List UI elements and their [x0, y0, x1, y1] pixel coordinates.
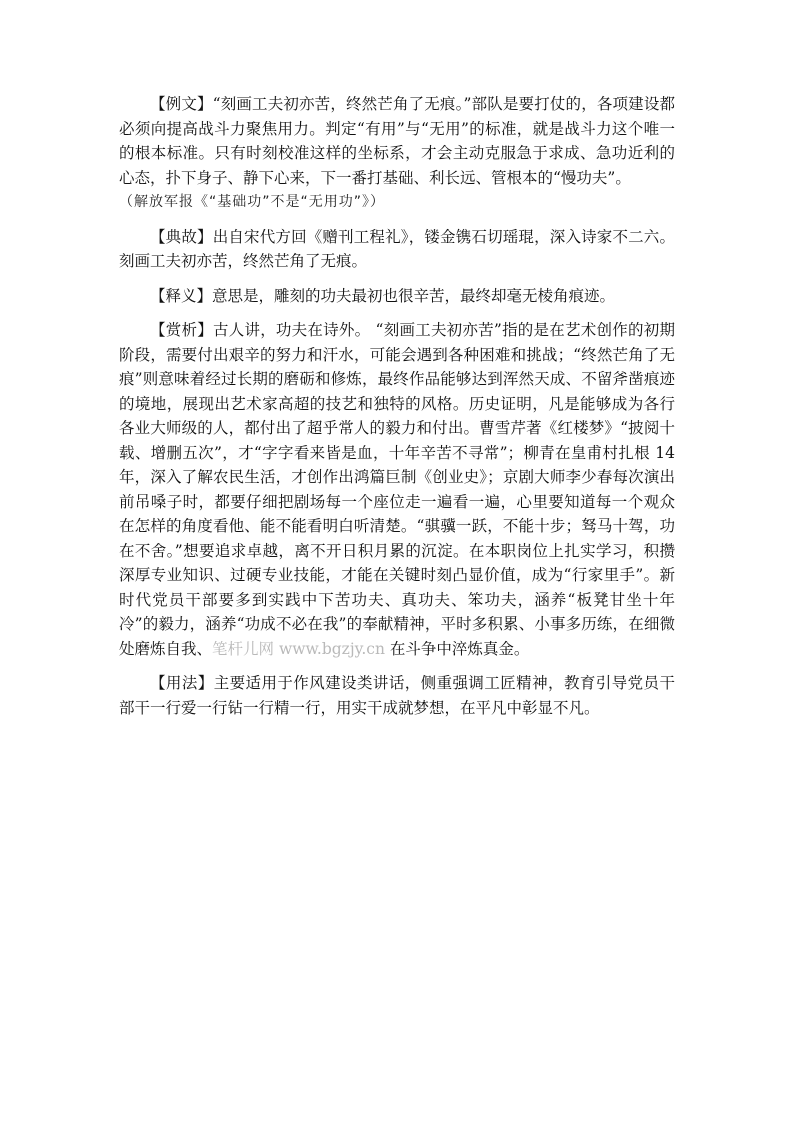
appreciation-label: 【赏析】 [150, 321, 213, 339]
usage-paragraph [119, 671, 675, 720]
usage-text: 主要适用于作风建设类讲话，侧重强调工匠精神，教育引导党员干部干一行爱一行钻一行精一行，用实干成就梦想，在平凡中彰显不凡。 [119, 674, 675, 717]
meaning-paragraph [119, 284, 675, 309]
example-source: （解放军报《“基础功”不是“无用功”》） [119, 194, 386, 210]
appreciation-text: 古人讲，功夫在诗外。 “刻画工夫初亦苦”指的是在艺术创作的初期阶段，需要付出艰辛的努力和汗水，可能会遇到各种困难和挑战；“终然芒角了无痕”则意味着经过长期的磨砺和修炼，最终作品能够达到浑然天成、不留斧凿痕迹的境地，展现出艺术家高超的技艺和独特的风格。历史证明，凡是能够成为各行各业大师级的人，都付出了超乎常人的毅力和付出。曹雪芹著《红楼梦》“披阅十载、增删五次”，才“字字看来皆是血，十年辛苦不寻常”；柳青在皇甫村扎根 14 年，深入了解农民生活，才创作出鸿篇巨制《创业史》；京剧大师李少春每次演出前吊嗓子时，都要仔细把剧场每一个座位走一遍看一遍，心里要知道每一个观众在怎样的角度看他、能不能看明白听清楚。“骐骥一跃，不能十步；驽马十驾，功在不舍。”想要追求卓越，离不开日积月累的沉淀。在本职岗位上扎实学习，积攒深厚专业知识、过硬专业技能，才能在关键时刻凸显价值，成为“行家里手”。新时代党员干部要多到实践中下苦功夫、真功夫、笨功夫，涵养“板凳甘坐十年冷”的毅力，涵养“功成不必在我”的奉献精神，平时多积累、小事多历练，在细微处磨炼自我、 [119, 321, 675, 658]
appreciation-text-end: 在斗争中淬炼真金。 [384, 639, 530, 658]
example-label: 【例文】 [150, 95, 213, 113]
allusion-paragraph [119, 225, 675, 274]
watermark-text: 笔杆儿网 www.bgzjy.cn [212, 639, 385, 658]
meaning-label: 【释义】 [150, 286, 213, 305]
example-text: “刻画工夫初亦苦，终然芒角了无痕。”部队是要打仗的，各项建设都必须向提高战斗力聚焦用力。判定“有用”与“无用”的标准，就是战斗力这个唯一的根本标准。只有时刻校准这样的坐标系，才会主动克服急于求成、急功近利的心态，扑下身子、静下心来，下一番打基础、利长远、管根本的“慢功夫”。 [119, 95, 675, 187]
appreciation-paragraph [119, 318, 675, 661]
usage-label: 【用法】 [150, 674, 214, 692]
allusion-text: 出自宋代方回《赠刊工程礼》，镂金镌石切瑶琨，深入诗家不二六。刻画工夫初亦苦，终然芒角了无痕。 [119, 227, 675, 270]
allusion-label: 【典故】 [150, 227, 213, 246]
example-paragraph [119, 92, 675, 215]
document-body [119, 92, 675, 730]
meaning-text: 意思是，雕刻的功夫最初也很辛苦，最终却毫无棱角痕迹。 [212, 286, 616, 305]
